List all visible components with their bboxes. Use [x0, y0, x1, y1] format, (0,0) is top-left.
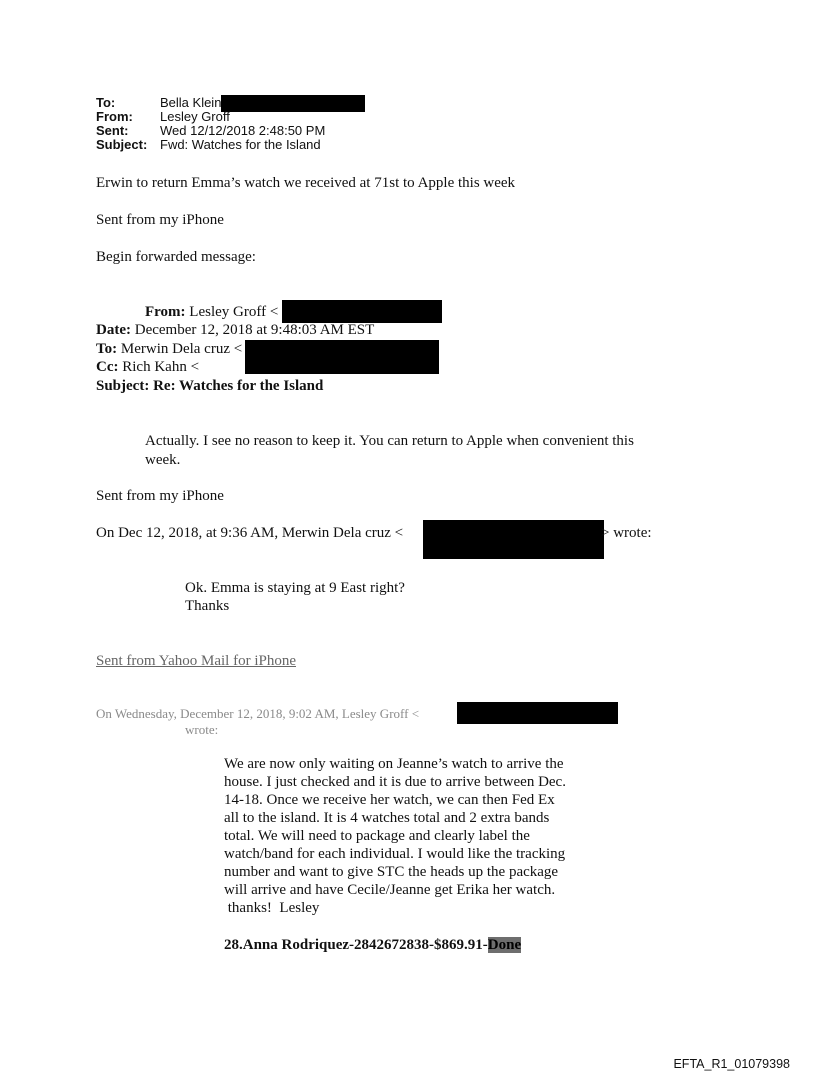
fwd-cc-row [96, 358, 199, 376]
reply2-body-line: number and want to give STC the heads up the package [224, 864, 559, 880]
header-subject-row [96, 138, 365, 152]
reply2-intro-wrote: wrote: [185, 722, 219, 737]
fwd-subject-label: Subject: [96, 378, 150, 394]
reply1-line: Ok. Emma is staying at 9 East right? [185, 580, 405, 596]
order-status-highlight: Done [487, 937, 522, 953]
fwd-date-value: December 12, 2018 at 9:48:03 AM EST [134, 322, 375, 338]
fwd-body-line: Actually. I see no reason to keep it. You can return to Apple when convenient this [145, 433, 634, 449]
redaction-box [423, 520, 604, 559]
header-sent-row [96, 124, 365, 138]
from-label: From: [96, 109, 133, 124]
email-header [96, 96, 365, 152]
reply2-body-line: thanks! Lesley [224, 900, 320, 916]
from-value: Lesley Groff [160, 109, 230, 124]
fwd-subject-row [96, 377, 323, 395]
fwd-signature: Sent from my iPhone [96, 488, 224, 504]
fwd-date-row [96, 321, 374, 339]
order-line [224, 936, 521, 954]
reply2-body-line: total. We will need to package and clearly label the [224, 828, 530, 844]
subject-label: Subject: [96, 137, 148, 152]
redaction-box [457, 702, 618, 724]
reply2-body-line: 14-18. Once we receive her watch, we can then Fed Ex [224, 792, 555, 808]
header-to-row [96, 96, 365, 110]
reply1-line: Thanks [185, 598, 230, 614]
sent-value: Wed 12/12/2018 2:48:50 PM [160, 123, 326, 138]
reply2-body [224, 755, 566, 917]
order-line-text: 28.Anna Rodriquez-2842672838-$869.91- [224, 937, 488, 953]
fwd-to-value: Merwin Dela cruz < [120, 341, 243, 357]
fwd-to-row [96, 340, 242, 358]
reply2-body-line: watch/band for each individual. I would like the tracking [224, 846, 566, 862]
to-name: Bella Klein [160, 95, 222, 110]
sent-label: Sent: [96, 123, 129, 138]
fwd-from-row [145, 303, 278, 321]
message-signature: Sent from my iPhone [96, 212, 224, 228]
message-line: Erwin to return Emma’s watch we received at 71st to Apple this week [96, 175, 516, 191]
fwd-cc-value: Rich Kahn < [122, 359, 200, 375]
reply2-intro-prefix: On Wednesday, December 12, 2018, 9:02 AM, Lesley Groff < [96, 706, 420, 721]
redaction-box [282, 300, 442, 323]
fwd-body-line: week. [145, 452, 181, 468]
reply2-body-line: We are now only waiting on Jeanne’s watch to arrive the [224, 756, 564, 772]
to-label: To: [96, 95, 116, 110]
reply1-intro-prefix: On Dec 12, 2018, at 9:36 AM, Merwin Dela cruz < [96, 525, 404, 541]
reply2-body-line: will arrive and have Cecile/Jeanne get Erika her watch. [224, 882, 556, 898]
reply2-body-line: all to the island. It is 4 watches total and 2 extra bands [224, 810, 550, 826]
subject-value: Fwd: Watches for the Island [160, 137, 321, 152]
fwd-from-label: From: [145, 304, 186, 320]
fwd-subject-value: Re: Watches for the Island [153, 378, 324, 394]
document-id: EFTA_R1_01079398 [673, 1057, 790, 1071]
fwd-from-value: Lesley Groff < [189, 304, 279, 320]
begin-forwarded: Begin forwarded message: [96, 249, 256, 265]
redaction-box [221, 95, 365, 112]
header-from-row [96, 110, 365, 124]
yahoo-mail-link[interactable]: Sent from Yahoo Mail for iPhone [96, 653, 296, 669]
fwd-to-label: To: [96, 341, 118, 357]
fwd-date-label: Date: [96, 322, 131, 338]
to-value [160, 96, 365, 110]
fwd-cc-label: Cc: [96, 359, 119, 375]
redaction-box [245, 340, 439, 374]
reply1-intro-suffix: > wrote: [601, 525, 652, 541]
reply2-body-line: house. I just checked and it is due to arrive between Dec. [224, 774, 566, 790]
